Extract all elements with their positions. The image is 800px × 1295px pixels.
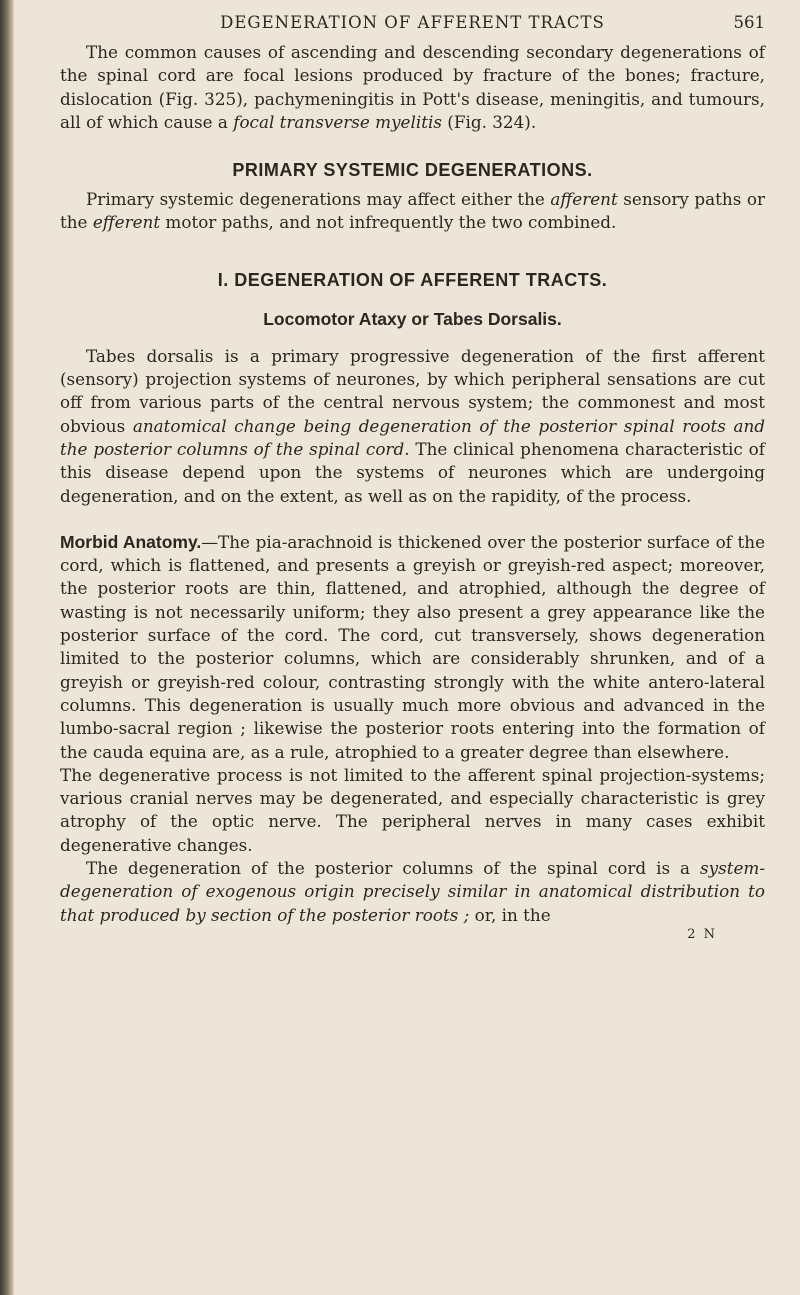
posterior-text-b: or, in the — [469, 904, 551, 925]
primary-emphasis-efferent: efferent — [92, 212, 161, 233]
morbid-anatomy-runin-heading: Morbid Anatomy. — [60, 531, 202, 552]
intro-emphasis: focal transverse myelitis — [233, 111, 442, 132]
tabes-paragraph — [60, 345, 765, 508]
page-number: 561 — [733, 13, 765, 32]
posterior-text-a: The degeneration of the posterior columns of the spinal cord is a — [86, 858, 701, 879]
running-header — [60, 10, 765, 36]
tabes-text-b: The clinical phenomena characteristic of this disease depend upon the systems of neurones which are undergoing degeneration, and on the extent, as well as on the rapidity, of the process. — [60, 438, 765, 506]
primary-text-b: sensory paths or the — [60, 189, 765, 233]
primary-emphasis-afferent: afferent — [550, 189, 618, 210]
primary-heading: PRIMARY SYSTEMIC DEGENERATIONS. — [232, 160, 593, 181]
tabes-text-a: Tabes dorsalis is a primary progressive degeneration of the first afferent (sensory) projection systems of neurones, by which peripheral sensations are cut off from various parts of the central nervous system; the commonest and most obvious — [60, 345, 765, 436]
morbid-anatomy-paragraph — [60, 531, 765, 764]
intro-text-b: (Fig. 324). — [441, 111, 537, 132]
posterior-emphasis: system-degeneration of exogenous origin precisely similar in anatomical distribution to that produced by section of the posterior roots ; — [60, 858, 765, 925]
intro-paragraph — [60, 41, 765, 134]
intro-text-a: The common causes of ascending and descending secondary degenerations of the spinal cord are focal lesions produced by fracture of the bones; fracture, dislocation (Fig. 325), pachymeningitis in Pott's disease, meningitis, and tumours, all of which cause a — [60, 42, 765, 132]
book-binding-edge — [0, 0, 14, 1295]
morbid-anatomy-text: —The pia-arachnoid is thickened over the posterior surface of the cord, which is flattened, and presents a greyish or greyish-red aspect; moreover, the posterior roots are thin, flattened, and atrophied, although the degree of wasting is not necessarily uniform; they also present a grey appearance like the posterior surface of the cord. The cord, cut transversely, shows degeneration limited to the posterior columns, which are considerably shrunken, and of a greyish or greyish-red colour, contrasting strongly with the white antero-lateral columns. This degeneration is usually much more obvious and advanced in the lumbo-sacral region ; likewise the posterior roots entering into the formation of the cauda equina are, as a rule, atrophied to a greater degree than elsewhere. — [60, 531, 765, 762]
primary-paragraph — [60, 188, 765, 235]
primary-text-a: Primary systemic degenerations may affect either the — [86, 189, 551, 210]
process-text: The degenerative process is not limited to the afferent spinal projection-systems; various cranial nerves may be degenerated, and especially characteristic is grey atrophy of the optic nerve. The peripheral nerves in many cases exhibit degenerative changes. — [60, 764, 765, 855]
running-title: DEGENERATION OF AFFERENT TRACTS — [220, 13, 605, 32]
book-page — [60, 10, 765, 942]
tabes-emphasis: anatomical change being degeneration of the posterior spinal roots and the posterior columns of the spinal cord. — [60, 415, 765, 459]
signature-mark: 2 N — [687, 926, 717, 942]
section-subheading: Locomotor Ataxy or Tabes Dorsalis. — [263, 308, 562, 329]
section-heading: I. DEGENERATION OF AFFERENT TRACTS. — [217, 269, 608, 290]
posterior-paragraph — [60, 857, 765, 927]
process-paragraph — [60, 764, 765, 857]
primary-text-c: motor paths, and not infrequently the two combined. — [160, 212, 617, 233]
